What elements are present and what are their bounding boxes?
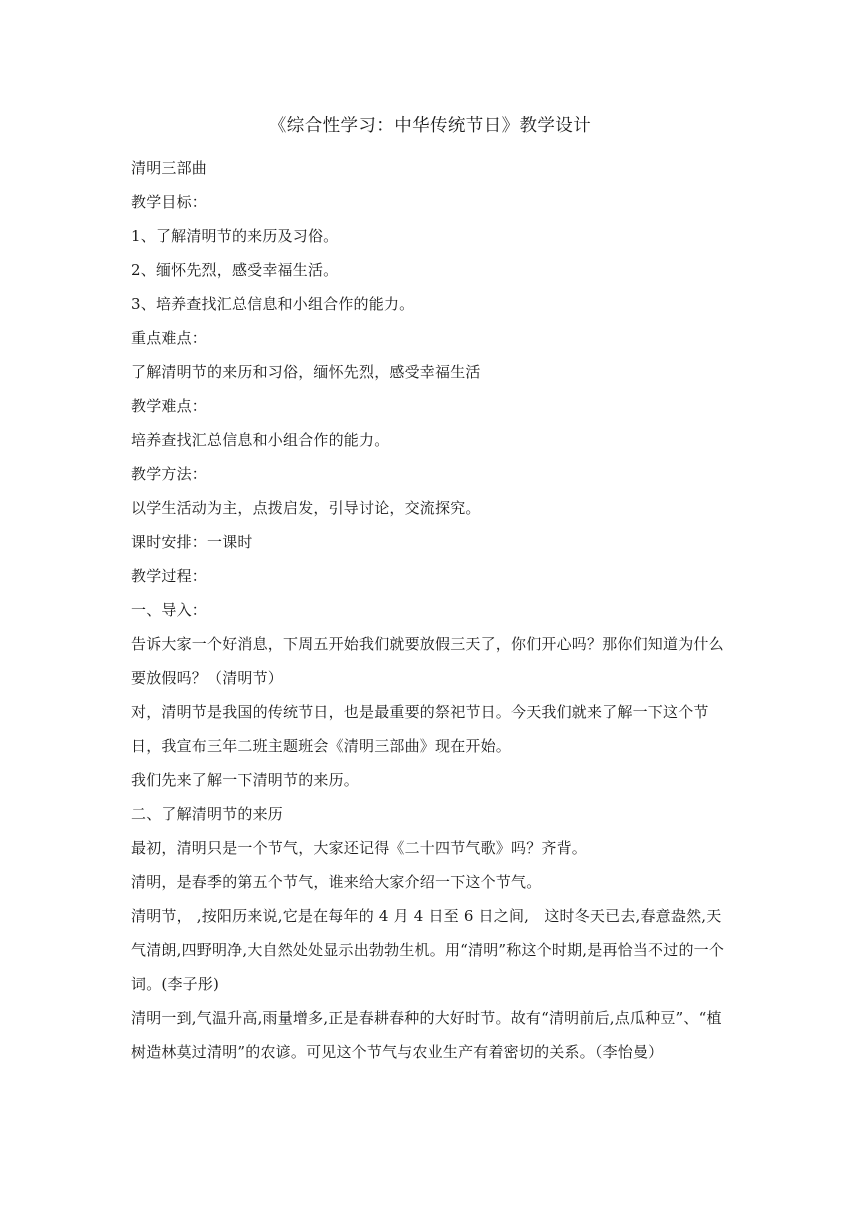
paragraph-origin-1: 最初，清明只是一个节气，大家还记得《二十四节气歌》吗？齐背。: [131, 839, 588, 857]
paragraph-objectives-heading: 教学目标：: [131, 193, 208, 211]
paragraph-origin-4: 清明一到,气温升高,雨量增多,正是春耕春种的大好时节。故有“清明前后,点瓜种豆”、“植树造林莫过清明”的农谚。可见这个节气与农业生产有着密切的关系。（李怡曼）: [131, 1009, 722, 1061]
paragraph-schedule: 课时安排：一课时: [131, 533, 253, 551]
paragraph-method: 以学生活动为主，点拨启发，引导讨论，交流探究。: [131, 499, 481, 517]
paragraph-difficulty: 培养查找汇总信息和小组合作的能力。: [131, 431, 390, 449]
paragraph-intro-3: 我们先来了解一下清明节的来历。: [131, 771, 360, 789]
paragraph-objective-2: 2、缅怀先烈，感受幸福生活。: [131, 261, 339, 279]
paragraph-section-intro: 一、导入：: [131, 601, 208, 619]
document-body: [131, 151, 735, 1069]
paragraph-section-origin: 二、了解清明节的来历: [131, 805, 284, 823]
paragraph-origin-3: 清明节， ,按阳历来说,它是在每年的 4 月 4 日至 6 日之间, 这时冬天已去,春意盎然,天气清朗,四野明净,大自然处处显示出勃勃生机。用“清明”称这个时期,是再恰当不过的一个词。(李子彤): [131, 907, 725, 993]
paragraph-origin-2: 清明，是春季的第五个节气，谁来给大家介绍一下这个节气。: [131, 873, 542, 891]
paragraph-objective-3: 3、培养查找汇总信息和小组合作的能力。: [131, 295, 415, 313]
document-title: 《综合性学习：中华传统节日》教学设计: [268, 116, 592, 136]
paragraph-intro-1: 告诉大家一个好消息，下周五开始我们就要放假三天了，你们开心吗？那你们知道为什么要放假吗？（清明节）: [131, 635, 724, 687]
paragraph-method-heading: 教学方法：: [131, 465, 208, 483]
paragraph-key-points-heading: 重点难点：: [131, 329, 208, 347]
paragraph-intro-2: 对，清明节是我国的传统节日，也是最重要的祭祀节日。今天我们就来了解一下这个节日，我宣布三年二班主题班会《清明三部曲》现在开始。: [131, 703, 709, 755]
paragraph-difficulty-heading: 教学难点：: [131, 397, 208, 415]
paragraph-key-points: 了解清明节的来历和习俗，缅怀先烈，感受幸福生活: [131, 363, 481, 381]
paragraph-subtitle: 清明三部曲: [131, 159, 208, 177]
paragraph-process-heading: 教学过程：: [131, 567, 208, 585]
paragraph-objective-1: 1、了解清明节的来历及习俗。: [131, 227, 339, 245]
